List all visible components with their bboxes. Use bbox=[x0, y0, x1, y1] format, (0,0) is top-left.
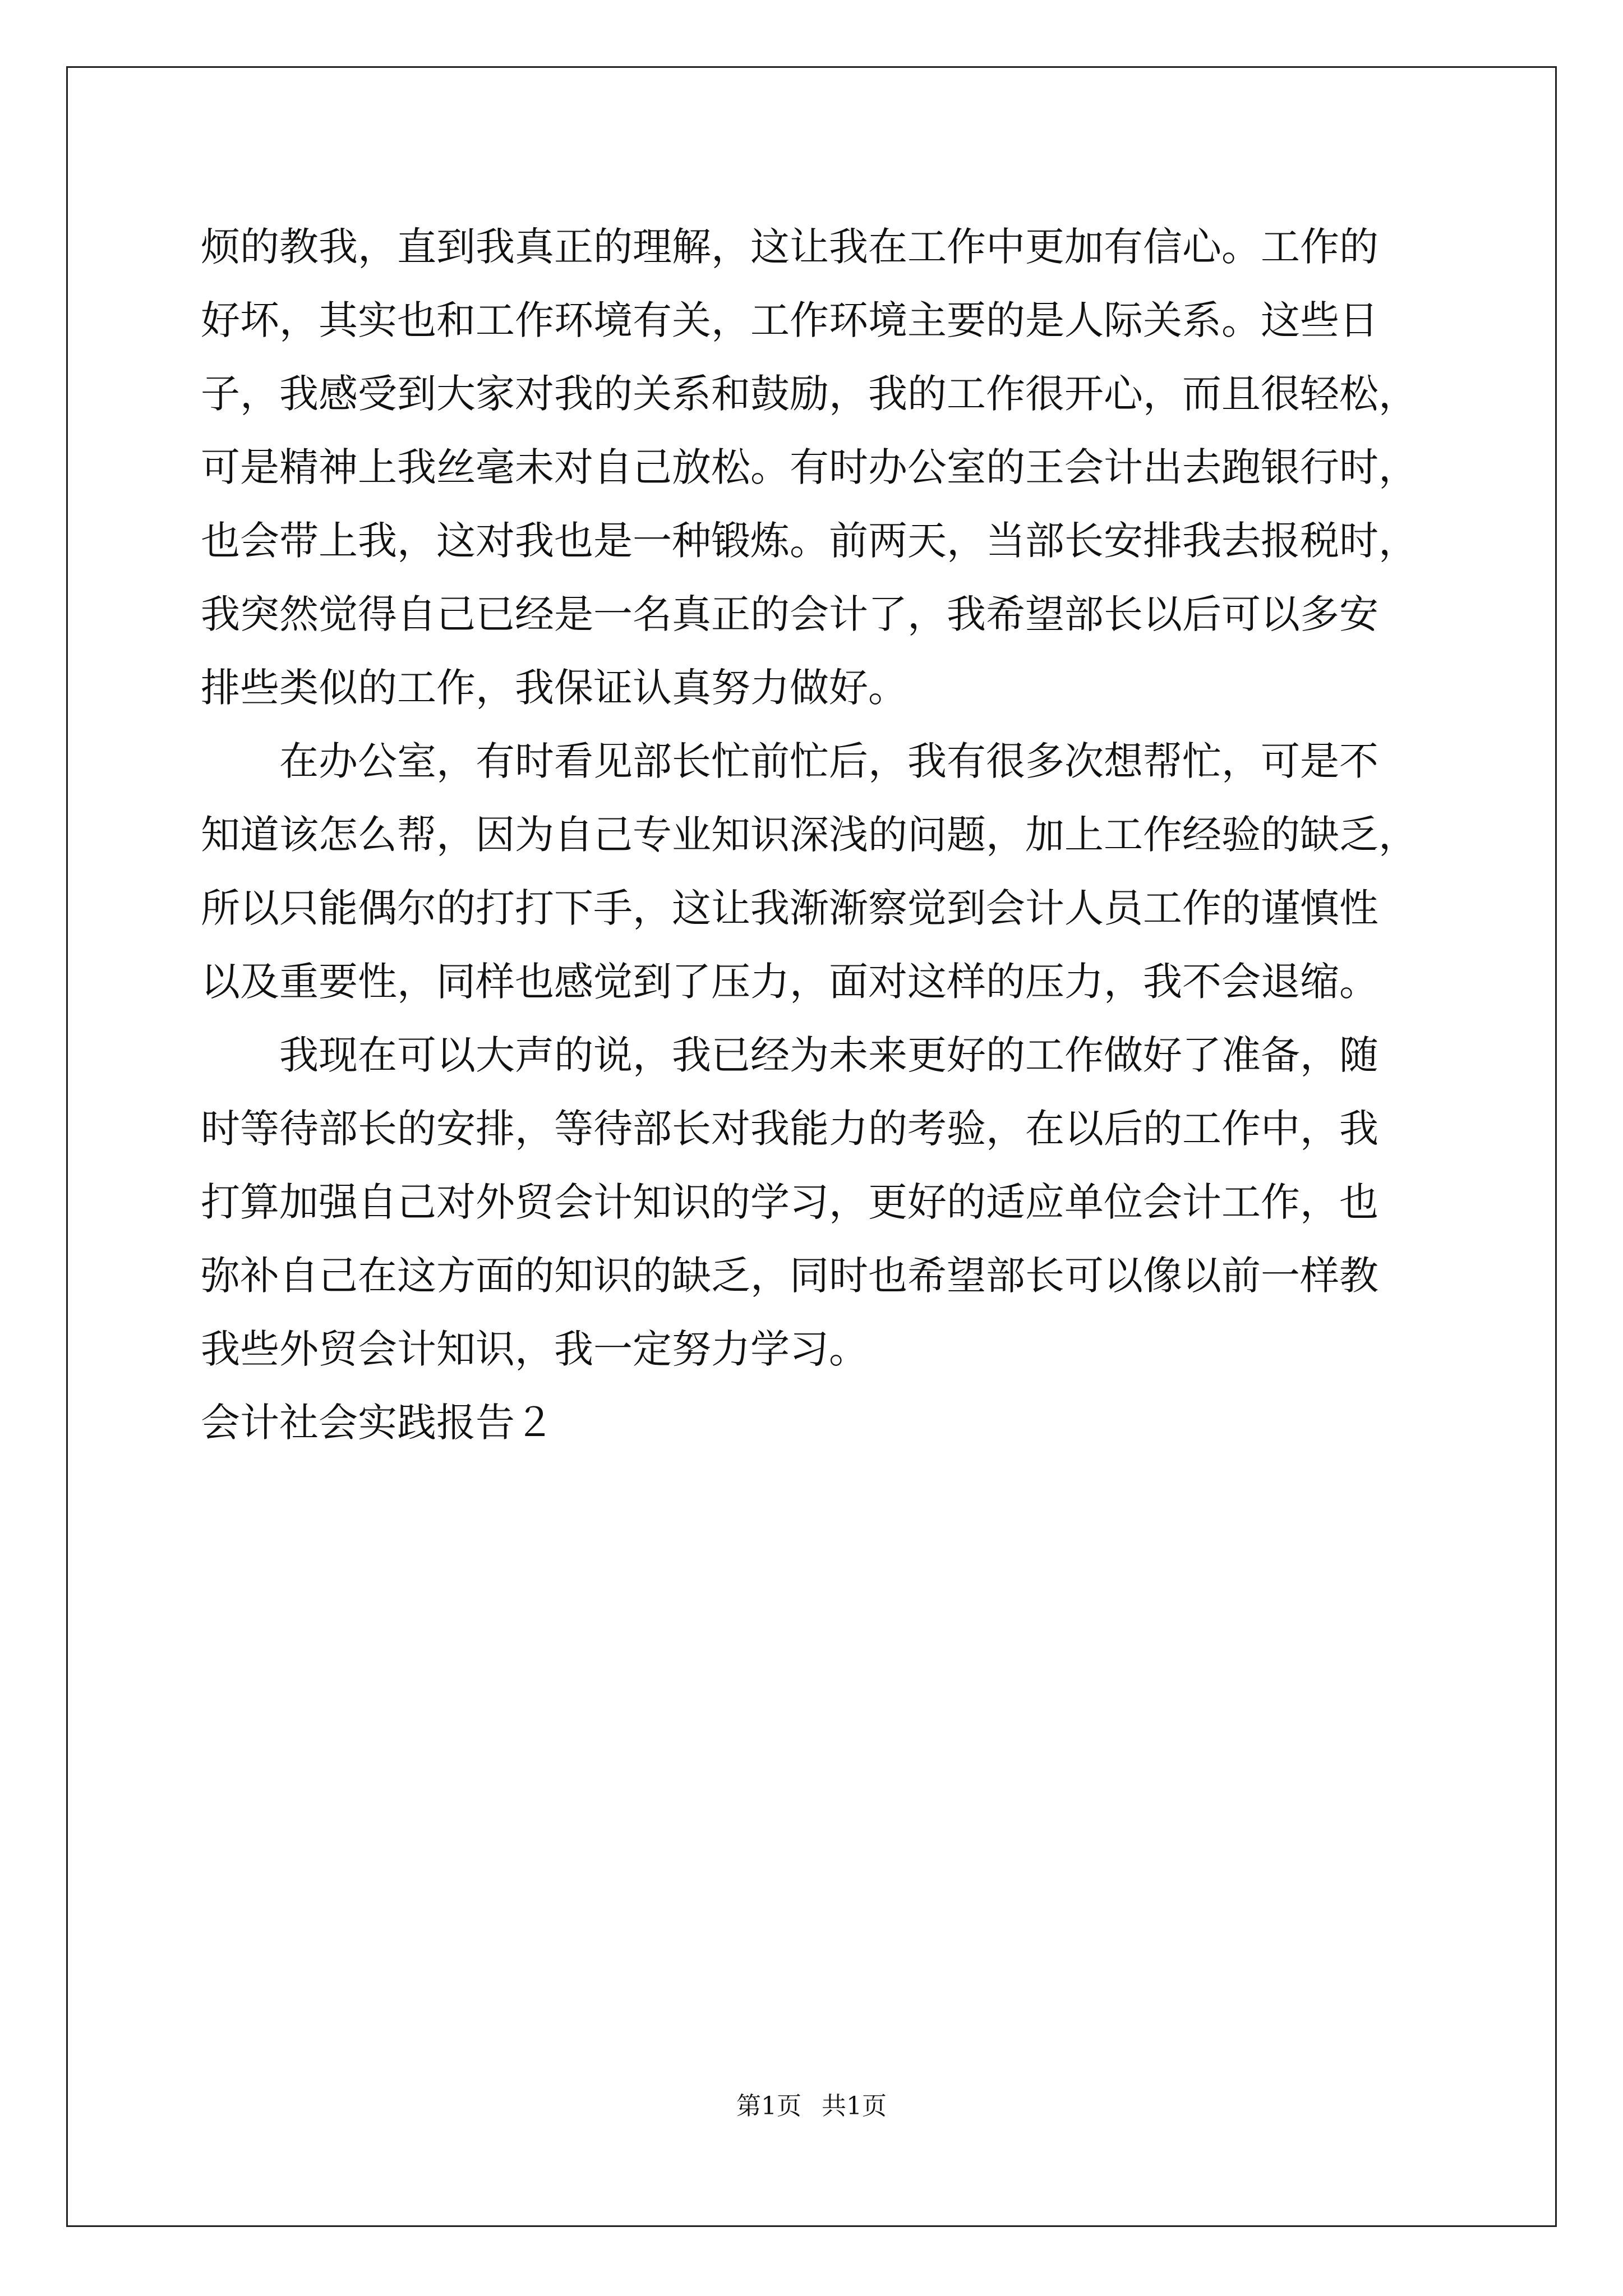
paragraph-3-line-1: 我现在可以大声的说，我已经为未来更好的工作做好了准备，随 bbox=[279, 1032, 1378, 1078]
page-number-total: 共1页 bbox=[822, 2092, 887, 2120]
paragraph-1-line-6: 我突然觉得自己已经是一名真正的会计了，我希望部长以后可以多安 bbox=[201, 591, 1378, 637]
paragraph-3-line-2: 时等待部长的安排，等待部长对我能力的考验，在以后的工作中，我 bbox=[201, 1106, 1378, 1152]
section-heading: 会计社会实践报告２ bbox=[201, 1400, 554, 1446]
paragraph-1-line-7: 排些类似的工作，我保证认真努力做好。 bbox=[201, 665, 907, 711]
page-footer bbox=[0, 2090, 1623, 2123]
page-number-current: 第1页 bbox=[736, 2092, 801, 2120]
paragraph-2-line-1: 在办公室，有时看见部长忙前忙后，我有很多次想帮忙，可是不 bbox=[279, 738, 1378, 784]
paragraph-2-line-2: 知道该怎么帮，因为自己专业知识深浅的问题，加上工作经验的缺乏， bbox=[201, 812, 1418, 858]
paragraph-1-line-5: 也会带上我，这对我也是一种锻炼。前两天，当部长安排我去报税时， bbox=[201, 518, 1418, 564]
paragraph-1-line-3: 子，我感受到大家对我的关系和鼓励，我的工作很开心，而且很轻松， bbox=[201, 371, 1418, 417]
paragraph-1-line-2: 好坏，其实也和工作环境有关，工作环境主要的是人际关系。这些日 bbox=[201, 297, 1378, 343]
paragraph-3-line-5: 我些外贸会计知识，我一定努力学习。 bbox=[201, 1326, 868, 1372]
paragraph-1-line-4: 可是精神上我丝毫未对自己放松。有时办公室的王会计出去跑银行时， bbox=[201, 444, 1418, 490]
paragraph-3-line-4: 弥补自己在这方面的知识的缺乏，同时也希望部长可以像以前一样教 bbox=[201, 1253, 1378, 1299]
paragraph-2-line-4: 以及重要性，同样也感觉到了压力，面对这样的压力，我不会退缩。 bbox=[201, 959, 1378, 1005]
paragraph-3-line-3: 打算加强自己对外贸会计知识的学习，更好的适应单位会计工作，也 bbox=[201, 1179, 1378, 1225]
paragraph-1-line-1: 烦的教我，直到我真正的理解，这让我在工作中更加有信心。工作的 bbox=[201, 224, 1378, 270]
paragraph-2-line-3: 所以只能偶尔的打打下手，这让我渐渐察觉到会计人员工作的谨慎性 bbox=[201, 885, 1378, 931]
